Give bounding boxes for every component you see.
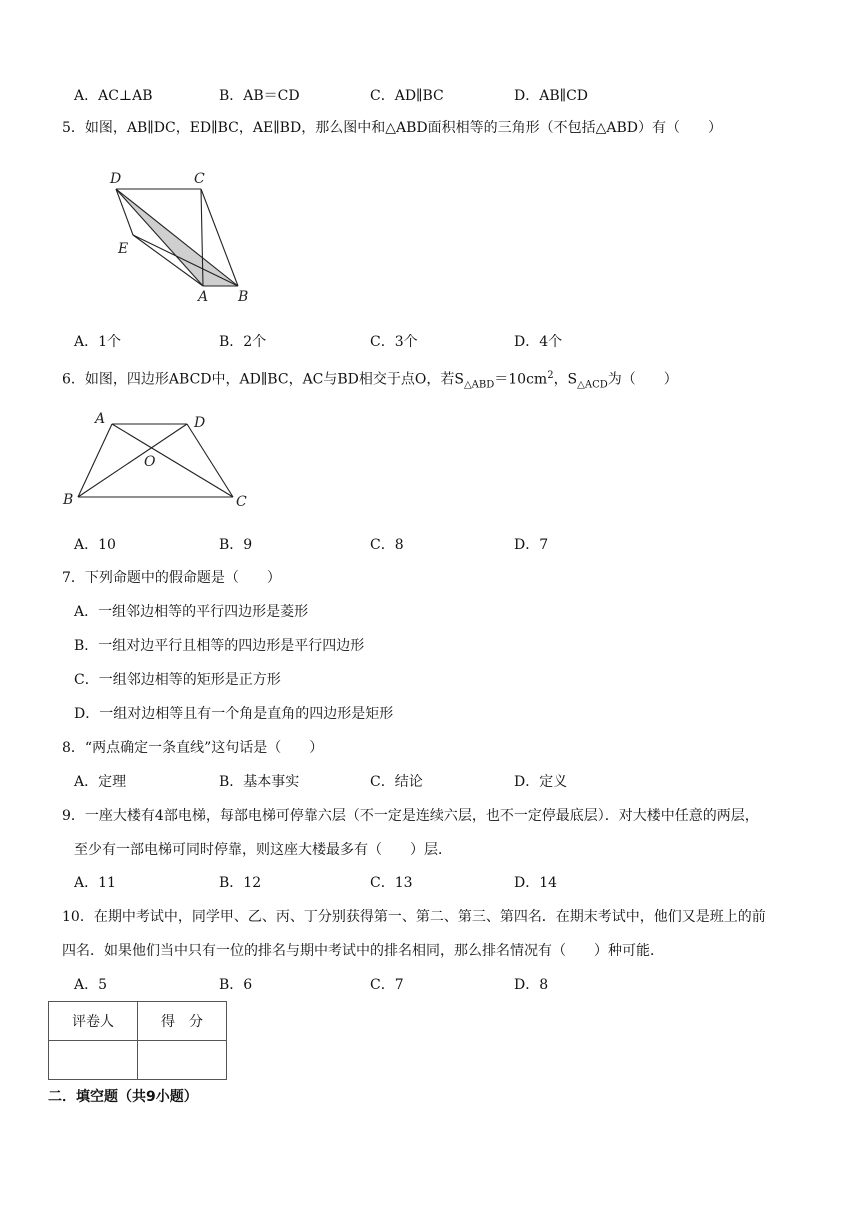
- q7-option-d: D．一组对边相等且有一个角是直角的四边形是矩形: [74, 706, 394, 722]
- q6-figure: [60, 408, 260, 513]
- q7-stem: 7．下列命题中的假命题是（ ）: [62, 570, 281, 586]
- q8-option-d: D．定义: [514, 774, 568, 790]
- score-table: [48, 1001, 227, 1080]
- q7-option-b: B．一组对边平行且相等的四边形是平行四边形: [74, 638, 365, 654]
- q9-stem-line2: 至少有一部电梯可同时停靠，则这座大楼最多有（ ）层．: [74, 842, 452, 858]
- q4-option-a: A．AC⊥AB: [74, 88, 153, 104]
- q4-option-b: B．AB＝CD: [219, 88, 300, 104]
- q5-option-a: A．1个: [74, 334, 122, 350]
- section-2-title: 二．填空题（共9小题）: [48, 1089, 198, 1105]
- q4-option-d: D．AB∥CD: [514, 88, 589, 104]
- q9-stem-line1: 9．一座大楼有4部电梯，每部电梯可停靠六层（不一定是连续六层，也不一定停最底层）．对大楼中任意的两层，: [62, 808, 759, 824]
- q6-label-o: O: [144, 454, 156, 470]
- q9-options: [74, 873, 774, 893]
- q8-option-a: A．定理: [74, 774, 127, 790]
- q8-option-c: C．结论: [370, 774, 423, 790]
- q5-label-a: A: [198, 289, 209, 305]
- q6-label-a: A: [95, 411, 106, 427]
- q6-label-c: C: [236, 494, 247, 510]
- q6-option-c: C．8: [370, 537, 404, 553]
- score-table-score-cell[interactable]: [138, 1041, 227, 1080]
- q9-option-d: D．14: [514, 875, 558, 891]
- q9-option-b: B．12: [219, 875, 262, 891]
- q10-option-a: A．5: [74, 977, 108, 993]
- q5-option-d: D．4个: [514, 334, 563, 350]
- q6-label-d: D: [194, 415, 206, 431]
- q8-stem: 8．“两点确定一条直线”这句话是（ ）: [62, 740, 324, 756]
- score-table-grader-cell[interactable]: [49, 1041, 138, 1080]
- q5-figure: [100, 165, 270, 310]
- q5-label-c: C: [194, 171, 205, 187]
- q6-stem: 6．如图，四边形ABCD中，AD∥BC，AC与BD相交于点O，若$S_{\triangle ABD}=10cm^2$，$S_{\triangle ACD}$为（ ）: [62, 370, 678, 391]
- q10-stem-line1: 10．在期中考试中，同学甲、乙、丙、丁分别获得第一、第二、第三、第四名．在期末考试中，他们又是班上的前: [62, 909, 766, 925]
- q7-option-c: C．一组邻边相等的矩形是正方形: [74, 672, 281, 688]
- q5-option-b: B．2个: [219, 334, 267, 350]
- q9-option-c: C．13: [370, 875, 413, 891]
- q7-option-a: A．一组邻边相等的平行四边形是菱形: [74, 604, 309, 620]
- score-table-header-grader: 评卷人: [49, 1002, 138, 1041]
- q10-stem-line2: 四名．如果他们当中只有一位的排名与期中考试中的排名相同，那么排名情况有（ ）种可能．: [62, 943, 664, 959]
- q6-option-b: B．9: [219, 537, 253, 553]
- q6-label-b: B: [63, 492, 74, 508]
- q5-label-e: E: [118, 241, 129, 257]
- q10-option-c: C．7: [370, 977, 404, 993]
- q6-options: [74, 535, 774, 555]
- q9-option-a: A．11: [74, 875, 116, 891]
- q8-options: [74, 772, 774, 792]
- q6-option-d: D．7: [514, 537, 549, 553]
- q5-option-c: C．3个: [370, 334, 418, 350]
- score-table-header-score: 得 分: [138, 1002, 227, 1041]
- q4-options: [74, 86, 774, 106]
- q10-option-d: D．8: [514, 977, 549, 993]
- q10-options: [74, 975, 774, 995]
- q5-stem: 5．如图，AB∥DC，ED∥BC，AE∥BD，那么图中和△ABD面积相等的三角形（不包括△ABD）有（ ）: [62, 120, 722, 136]
- q10-option-b: B．6: [219, 977, 253, 993]
- q5-options: [74, 332, 774, 352]
- q5-label-d: D: [110, 171, 122, 187]
- q8-option-b: B．基本事实: [219, 774, 300, 790]
- q6-option-a: A．10: [74, 537, 116, 553]
- q4-option-c: C．AD∥BC: [370, 88, 444, 104]
- q5-label-b: B: [238, 289, 249, 305]
